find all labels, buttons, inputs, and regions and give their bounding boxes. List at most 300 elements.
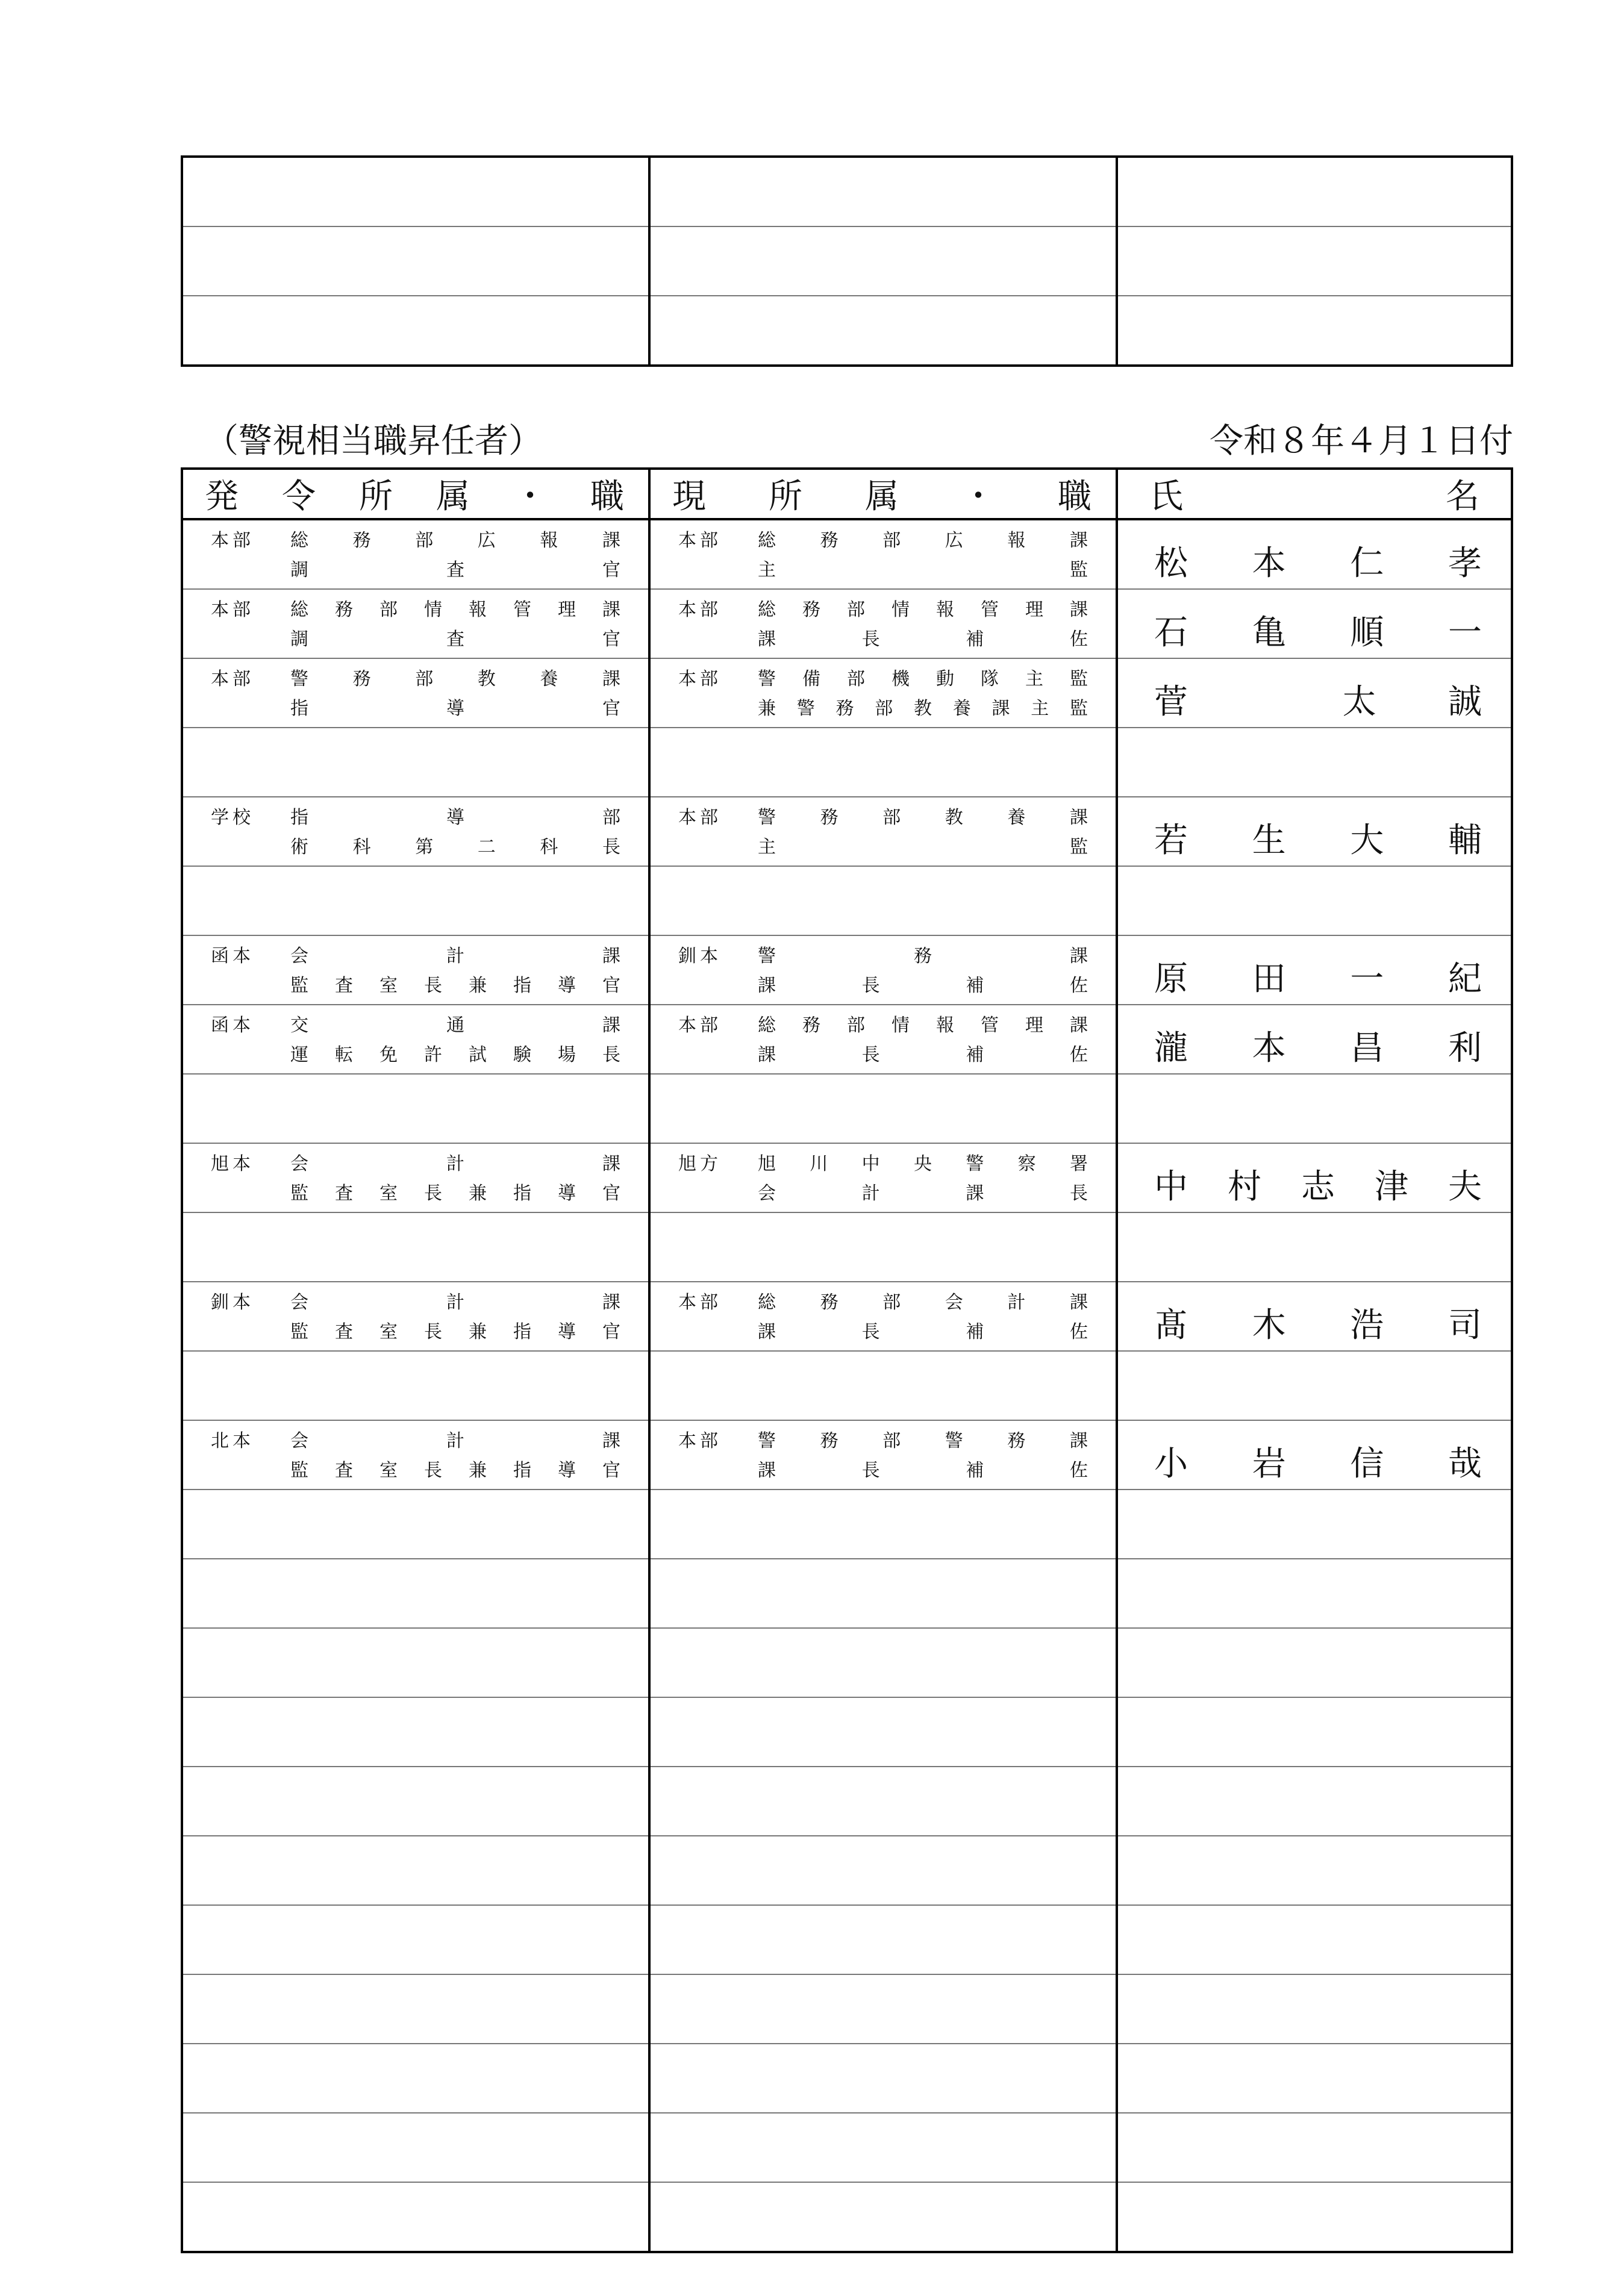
empty-row bbox=[182, 1559, 1512, 1628]
char: 補 bbox=[966, 1460, 984, 1481]
char: 課 bbox=[602, 1292, 620, 1313]
char: 教 bbox=[914, 698, 932, 719]
empty-cell bbox=[182, 866, 649, 935]
char: 務 bbox=[352, 530, 371, 551]
char: 備 bbox=[802, 669, 820, 690]
current-area-prefix: 本部 bbox=[678, 807, 722, 828]
char: ・ bbox=[513, 477, 547, 516]
empty-cell bbox=[649, 157, 1117, 226]
char: 課 bbox=[758, 1460, 776, 1481]
current-area-prefix: 本部 bbox=[678, 599, 722, 620]
char: 長 bbox=[861, 1321, 880, 1343]
char bbox=[1260, 682, 1270, 722]
char: 部 bbox=[847, 669, 865, 690]
empty-row bbox=[182, 1212, 1512, 1282]
empty-cell bbox=[649, 226, 1117, 296]
char: 指 bbox=[513, 975, 531, 996]
empty-cell bbox=[1117, 1559, 1512, 1628]
char: 石 bbox=[1154, 613, 1188, 652]
current-department bbox=[678, 944, 1088, 969]
char: 哉 bbox=[1448, 1444, 1482, 1483]
char: 場 bbox=[558, 1044, 576, 1065]
char: 川 bbox=[810, 1153, 828, 1175]
char: 務 bbox=[802, 1015, 820, 1036]
current-area-prefix: 本部 bbox=[678, 1430, 722, 1452]
empty-cell bbox=[182, 1905, 649, 1974]
empty-row bbox=[182, 866, 1512, 935]
current-department-name bbox=[758, 1429, 1088, 1453]
char: 情 bbox=[892, 599, 910, 620]
new-post-cell bbox=[182, 589, 649, 658]
new-department-name bbox=[290, 1152, 620, 1176]
char: 査 bbox=[446, 560, 464, 581]
char: 警 bbox=[758, 1430, 776, 1452]
char: 部 bbox=[602, 807, 620, 828]
person-name bbox=[1154, 959, 1482, 999]
new-department-name bbox=[290, 667, 620, 691]
char: 若 bbox=[1154, 821, 1188, 860]
char: 部 bbox=[415, 530, 434, 551]
char: 指 bbox=[513, 1183, 531, 1204]
new-position bbox=[290, 1043, 620, 1068]
char: 総 bbox=[758, 530, 776, 551]
current-department-name bbox=[758, 1014, 1088, 1038]
new-department-name bbox=[290, 1014, 620, 1038]
char: 機 bbox=[892, 669, 910, 690]
char: 本 bbox=[1252, 544, 1286, 583]
empty-row bbox=[182, 1905, 1512, 1974]
char: 課 bbox=[602, 530, 620, 551]
char: 監 bbox=[1070, 698, 1088, 719]
char: 氏 bbox=[1149, 477, 1183, 516]
char: 計 bbox=[446, 1292, 464, 1313]
char: 計 bbox=[446, 1430, 464, 1452]
char: 職 bbox=[590, 477, 624, 516]
char: ・ bbox=[961, 477, 995, 516]
char: 管 bbox=[981, 599, 999, 620]
new-post-cell bbox=[182, 519, 649, 589]
char: 総 bbox=[290, 599, 308, 620]
char: 務 bbox=[914, 946, 932, 967]
char: 運 bbox=[290, 1044, 308, 1065]
char: 監 bbox=[1070, 837, 1088, 858]
char: 報 bbox=[540, 530, 558, 551]
char: 木 bbox=[1252, 1306, 1286, 1345]
char: 計 bbox=[861, 1183, 880, 1204]
new-department bbox=[211, 1152, 620, 1176]
char: 査 bbox=[335, 1183, 353, 1204]
char: 主 bbox=[1025, 669, 1043, 690]
char: 課 bbox=[992, 698, 1010, 719]
current-department bbox=[678, 1152, 1088, 1176]
char: 調 bbox=[290, 629, 308, 650]
name-cell bbox=[1117, 519, 1512, 589]
header-name bbox=[1118, 470, 1511, 518]
char: 主 bbox=[1031, 698, 1049, 719]
person-name bbox=[1154, 613, 1482, 653]
char: 課 bbox=[1069, 1292, 1088, 1313]
empty-cell bbox=[649, 296, 1117, 366]
char: 会 bbox=[290, 946, 308, 967]
char: 務 bbox=[352, 669, 371, 690]
char: 室 bbox=[379, 1321, 398, 1343]
empty-row bbox=[182, 2044, 1512, 2113]
empty-row bbox=[182, 1074, 1512, 1143]
char: 佐 bbox=[1069, 975, 1088, 996]
empty-row bbox=[182, 226, 1512, 296]
current-area-prefix: 釧本 bbox=[678, 946, 722, 967]
char: 輔 bbox=[1448, 821, 1482, 860]
char: 査 bbox=[446, 629, 464, 650]
current-post-cell bbox=[649, 1420, 1117, 1490]
char: 務 bbox=[835, 698, 854, 719]
char: 通 bbox=[446, 1015, 464, 1036]
char: 課 bbox=[602, 1153, 620, 1175]
char: 務 bbox=[1007, 1430, 1026, 1452]
char: 佐 bbox=[1069, 1321, 1088, 1343]
char: 属 bbox=[436, 477, 470, 516]
char: 紀 bbox=[1448, 959, 1482, 999]
char: 長 bbox=[424, 1321, 442, 1343]
char: 部 bbox=[882, 807, 901, 828]
name-cell bbox=[1117, 935, 1512, 1005]
char: 験 bbox=[513, 1044, 531, 1065]
char: 計 bbox=[446, 946, 464, 967]
char: 課 bbox=[602, 599, 620, 620]
empty-cell bbox=[1117, 1697, 1512, 1767]
char: 一 bbox=[1350, 959, 1384, 999]
empty-cell bbox=[1117, 1974, 1512, 2044]
new-department bbox=[211, 1014, 620, 1038]
new-position bbox=[290, 627, 620, 652]
char: 交 bbox=[290, 1015, 308, 1036]
char: 部 bbox=[882, 530, 901, 551]
char: 松 bbox=[1154, 544, 1188, 583]
char: 監 bbox=[1070, 560, 1088, 581]
new-position bbox=[290, 696, 620, 722]
empty-cell bbox=[182, 1697, 649, 1767]
char: 部 bbox=[415, 669, 434, 690]
empty-cell bbox=[1117, 2182, 1512, 2252]
current-position bbox=[758, 558, 1088, 583]
new-area-prefix: 釧本 bbox=[211, 1292, 254, 1313]
char: 所 bbox=[769, 477, 802, 516]
person-name bbox=[1154, 1029, 1482, 1068]
char: 発 bbox=[205, 477, 239, 516]
char: 報 bbox=[1007, 530, 1026, 551]
char: 監 bbox=[290, 1460, 308, 1481]
current-area-prefix: 本部 bbox=[678, 1292, 722, 1313]
char: 報 bbox=[936, 599, 954, 620]
current-department-name bbox=[758, 944, 1088, 969]
char: 総 bbox=[758, 1015, 776, 1036]
char: 課 bbox=[602, 1015, 620, 1036]
char: 警 bbox=[290, 669, 308, 690]
char: 理 bbox=[1025, 599, 1043, 620]
char: 仁 bbox=[1350, 544, 1384, 583]
empty-row bbox=[182, 1628, 1512, 1697]
char: 報 bbox=[936, 1015, 954, 1036]
current-department bbox=[678, 598, 1088, 622]
char: 小 bbox=[1154, 1444, 1188, 1483]
current-department bbox=[678, 667, 1088, 691]
char: 佐 bbox=[1069, 1460, 1088, 1481]
empty-cell bbox=[1117, 226, 1512, 296]
char: 管 bbox=[513, 599, 531, 620]
new-area-prefix: 本部 bbox=[211, 599, 254, 620]
new-department bbox=[211, 598, 620, 622]
char: 導 bbox=[446, 698, 464, 719]
current-department bbox=[678, 1429, 1088, 1453]
empty-cell bbox=[649, 2113, 1117, 2182]
empty-cell bbox=[182, 1351, 649, 1420]
char: 免 bbox=[379, 1044, 398, 1065]
char: 管 bbox=[981, 1015, 999, 1036]
empty-cell bbox=[649, 1074, 1117, 1143]
new-area-prefix: 学校 bbox=[211, 807, 254, 828]
current-area-prefix: 本部 bbox=[678, 669, 722, 690]
empty-cell bbox=[182, 1628, 649, 1697]
char: 官 bbox=[602, 1460, 620, 1481]
char: 警 bbox=[758, 807, 776, 828]
empty-row bbox=[182, 2113, 1512, 2182]
empty-cell bbox=[182, 1767, 649, 1836]
char: 科 bbox=[352, 837, 371, 858]
char: 央 bbox=[913, 1153, 932, 1175]
char: 官 bbox=[602, 698, 620, 719]
header-new-post bbox=[183, 470, 648, 518]
appointment-row bbox=[182, 797, 1512, 866]
new-position bbox=[290, 558, 620, 583]
char: 補 bbox=[966, 1321, 984, 1343]
char: 養 bbox=[1007, 807, 1026, 828]
empty-cell bbox=[182, 2182, 649, 2252]
char: 長 bbox=[861, 1044, 880, 1065]
char: 室 bbox=[379, 975, 398, 996]
new-department bbox=[211, 529, 620, 553]
char: 津 bbox=[1375, 1167, 1408, 1206]
current-department bbox=[678, 1014, 1088, 1038]
name-cell bbox=[1117, 658, 1512, 728]
header-current-post bbox=[651, 470, 1116, 518]
char: 長 bbox=[1069, 1183, 1088, 1204]
new-position bbox=[290, 1458, 620, 1483]
person-name bbox=[1154, 821, 1482, 861]
char: 部 bbox=[875, 698, 893, 719]
char: 指 bbox=[513, 1321, 531, 1343]
empty-cell bbox=[649, 1974, 1117, 2044]
issue-date: 令和８年４月１日付 bbox=[1210, 422, 1513, 461]
current-area-prefix: 本部 bbox=[678, 530, 722, 551]
char: 課 bbox=[1069, 530, 1088, 551]
empty-cell bbox=[649, 728, 1117, 797]
char: 課 bbox=[758, 1321, 776, 1343]
char: 浩 bbox=[1350, 1306, 1384, 1345]
char: 理 bbox=[1025, 1015, 1043, 1036]
empty-cell bbox=[649, 866, 1117, 935]
empty-row bbox=[182, 728, 1512, 797]
person-name bbox=[1154, 1167, 1482, 1207]
char: 亀 bbox=[1252, 613, 1286, 652]
char: 転 bbox=[335, 1044, 353, 1065]
char: 二 bbox=[477, 837, 496, 858]
empty-cell bbox=[182, 1836, 649, 1905]
empty-row bbox=[182, 157, 1512, 226]
empty-cell bbox=[1117, 1074, 1512, 1143]
char: 補 bbox=[966, 975, 984, 996]
char: 名 bbox=[1446, 477, 1479, 516]
char: 課 bbox=[1070, 599, 1088, 620]
new-position bbox=[290, 973, 620, 999]
char: 査 bbox=[335, 1460, 353, 1481]
char: 菅 bbox=[1154, 682, 1188, 722]
new-department-name bbox=[290, 944, 620, 969]
empty-cell bbox=[649, 1351, 1117, 1420]
char: 官 bbox=[602, 1183, 620, 1204]
empty-cell bbox=[182, 728, 649, 797]
current-post-cell bbox=[649, 935, 1117, 1005]
new-post-cell bbox=[182, 1420, 649, 1490]
empty-cell bbox=[1117, 1628, 1512, 1697]
char: 佐 bbox=[1069, 1044, 1088, 1065]
new-department-name bbox=[290, 806, 620, 830]
char: 監 bbox=[290, 1321, 308, 1343]
empty-cell bbox=[649, 1836, 1117, 1905]
char: 報 bbox=[469, 599, 487, 620]
new-area-prefix: 本部 bbox=[211, 669, 254, 690]
person-name bbox=[1154, 1306, 1482, 1346]
char: 孝 bbox=[1448, 544, 1482, 583]
char: 兼 bbox=[469, 1321, 487, 1343]
current-position bbox=[758, 627, 1088, 652]
new-post-cell bbox=[182, 1282, 649, 1351]
char: 務 bbox=[335, 599, 353, 620]
char: 動 bbox=[936, 669, 954, 690]
empty-cell bbox=[649, 1697, 1117, 1767]
char: 一 bbox=[1448, 613, 1482, 652]
empty-cell bbox=[182, 1974, 649, 2044]
char: 会 bbox=[758, 1183, 776, 1204]
char: 科 bbox=[540, 837, 558, 858]
char: 署 bbox=[1069, 1153, 1088, 1175]
empty-cell bbox=[1117, 1905, 1512, 1974]
new-post-cell bbox=[182, 1005, 649, 1074]
char: 部 bbox=[847, 599, 865, 620]
empty-row bbox=[182, 1836, 1512, 1905]
char: 部 bbox=[379, 599, 398, 620]
char: 志 bbox=[1301, 1167, 1335, 1206]
char: 計 bbox=[446, 1153, 464, 1175]
char: 兼 bbox=[469, 975, 487, 996]
current-department-name bbox=[758, 667, 1088, 691]
char: 広 bbox=[477, 530, 496, 551]
appointment-row bbox=[182, 1420, 1512, 1490]
char: 官 bbox=[602, 629, 620, 650]
char: 長 bbox=[602, 1044, 620, 1065]
char: 主 bbox=[758, 560, 776, 581]
char: 課 bbox=[758, 975, 776, 996]
new-position bbox=[290, 1320, 620, 1345]
empty-cell bbox=[649, 2182, 1117, 2252]
appointment-row bbox=[182, 589, 1512, 658]
char: 長 bbox=[861, 629, 880, 650]
char: 旭 bbox=[758, 1153, 776, 1175]
empty-cell bbox=[182, 157, 649, 226]
new-post-cell bbox=[182, 935, 649, 1005]
char: 総 bbox=[758, 1292, 776, 1313]
person-name bbox=[1154, 1444, 1482, 1484]
new-department-name bbox=[290, 1291, 620, 1315]
char: 長 bbox=[424, 1460, 442, 1481]
char: 総 bbox=[758, 599, 776, 620]
char: 課 bbox=[1070, 946, 1088, 967]
current-area-prefix: 旭方 bbox=[678, 1153, 722, 1175]
name-cell bbox=[1117, 1143, 1512, 1212]
char: 室 bbox=[379, 1183, 398, 1204]
char: 長 bbox=[424, 975, 442, 996]
char: 理 bbox=[558, 599, 576, 620]
char: 指 bbox=[290, 807, 308, 828]
char: 兼 bbox=[758, 698, 776, 719]
new-area-prefix: 旭本 bbox=[211, 1153, 254, 1175]
empty-cell bbox=[182, 2113, 649, 2182]
empty-cell bbox=[182, 1074, 649, 1143]
char: 兼 bbox=[469, 1183, 487, 1204]
current-position bbox=[758, 1181, 1088, 1206]
char: 養 bbox=[540, 669, 558, 690]
empty-cell bbox=[182, 296, 649, 366]
empty-cell bbox=[1117, 1490, 1512, 1559]
empty-row bbox=[182, 1767, 1512, 1836]
char: 務 bbox=[820, 1292, 839, 1313]
current-post-cell bbox=[649, 797, 1117, 866]
empty-cell bbox=[182, 1559, 649, 1628]
appointment-table bbox=[181, 467, 1513, 2253]
char: 計 bbox=[1007, 1292, 1026, 1313]
appointment-row bbox=[182, 519, 1512, 589]
empty-cell bbox=[649, 1490, 1117, 1559]
appointment-row bbox=[182, 935, 1512, 1005]
char: 務 bbox=[802, 599, 820, 620]
char: 務 bbox=[820, 530, 839, 551]
char: 所 bbox=[359, 477, 393, 516]
char: 職 bbox=[1058, 477, 1092, 516]
current-post-cell bbox=[649, 1143, 1117, 1212]
empty-cell bbox=[649, 1628, 1117, 1697]
char: 佐 bbox=[1069, 629, 1088, 650]
appointment-row bbox=[182, 1282, 1512, 1351]
person-name bbox=[1154, 682, 1482, 722]
char: 原 bbox=[1154, 959, 1188, 999]
char: 試 bbox=[469, 1044, 487, 1065]
empty-cell bbox=[649, 1767, 1117, 1836]
char: 兼 bbox=[469, 1460, 487, 1481]
current-position bbox=[758, 973, 1088, 999]
current-department-name bbox=[758, 806, 1088, 830]
empty-cell bbox=[1117, 2113, 1512, 2182]
char: 広 bbox=[945, 530, 963, 551]
empty-cell bbox=[1117, 728, 1512, 797]
char: 中 bbox=[861, 1153, 880, 1175]
person-name bbox=[1154, 544, 1482, 584]
current-position bbox=[758, 1043, 1088, 1068]
char: 課 bbox=[1070, 1015, 1088, 1036]
new-post-cell bbox=[182, 797, 649, 866]
char: 課 bbox=[758, 629, 776, 650]
char: 主 bbox=[758, 837, 776, 858]
char: 監 bbox=[1070, 669, 1088, 690]
empty-cell bbox=[1117, 1767, 1512, 1836]
